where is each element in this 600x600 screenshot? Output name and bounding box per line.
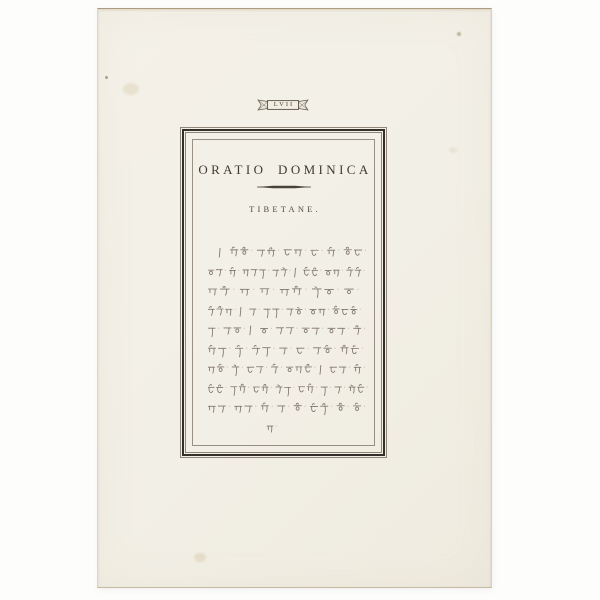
tibetan-text-line (208, 284, 366, 304)
tibetan-script-strokes (208, 343, 378, 362)
frame-inner-panel (192, 139, 375, 446)
tibetan-text-line (208, 382, 366, 402)
tibetan-script-strokes (208, 382, 378, 401)
frame-thin-rule (185, 132, 382, 453)
tibetan-text-line (208, 245, 366, 265)
tibetan-text-line (208, 323, 366, 343)
tibetan-script-strokes (208, 323, 378, 342)
tibetan-text-line (208, 304, 366, 324)
tibetan-text-line (208, 401, 366, 421)
plate-number-banner (257, 98, 309, 112)
tibetan-script-strokes (208, 362, 378, 381)
plate-title: ORATIO DOMINICA (198, 162, 372, 177)
foxing-spot (449, 147, 457, 153)
book-page (97, 8, 492, 588)
tibetan-text-line (208, 343, 366, 363)
tibetan-script-strokes (208, 421, 378, 440)
frame-heavy-rule (182, 129, 385, 456)
tibetan-script-strokes (208, 304, 378, 323)
ornamental-frame (180, 127, 387, 458)
foxing-spot (105, 76, 108, 79)
plate-number: LVII (273, 101, 295, 108)
tibetan-script-strokes (208, 284, 378, 303)
tibetan-script-strokes (208, 245, 378, 264)
plate-subtitle: TIBETANE. (249, 204, 321, 214)
tibetan-text-line (208, 265, 366, 285)
tibetan-script-strokes (208, 265, 378, 284)
foxing-spot (123, 83, 139, 95)
tibetan-script-strokes (208, 401, 378, 420)
tibetan-text-line (208, 421, 366, 441)
foxing-spot (457, 32, 461, 36)
foxing-spot (194, 553, 206, 562)
tibetan-text-block (208, 245, 366, 440)
tibetan-text-line (208, 362, 366, 382)
swelled-rule-divider-icon (257, 184, 311, 190)
